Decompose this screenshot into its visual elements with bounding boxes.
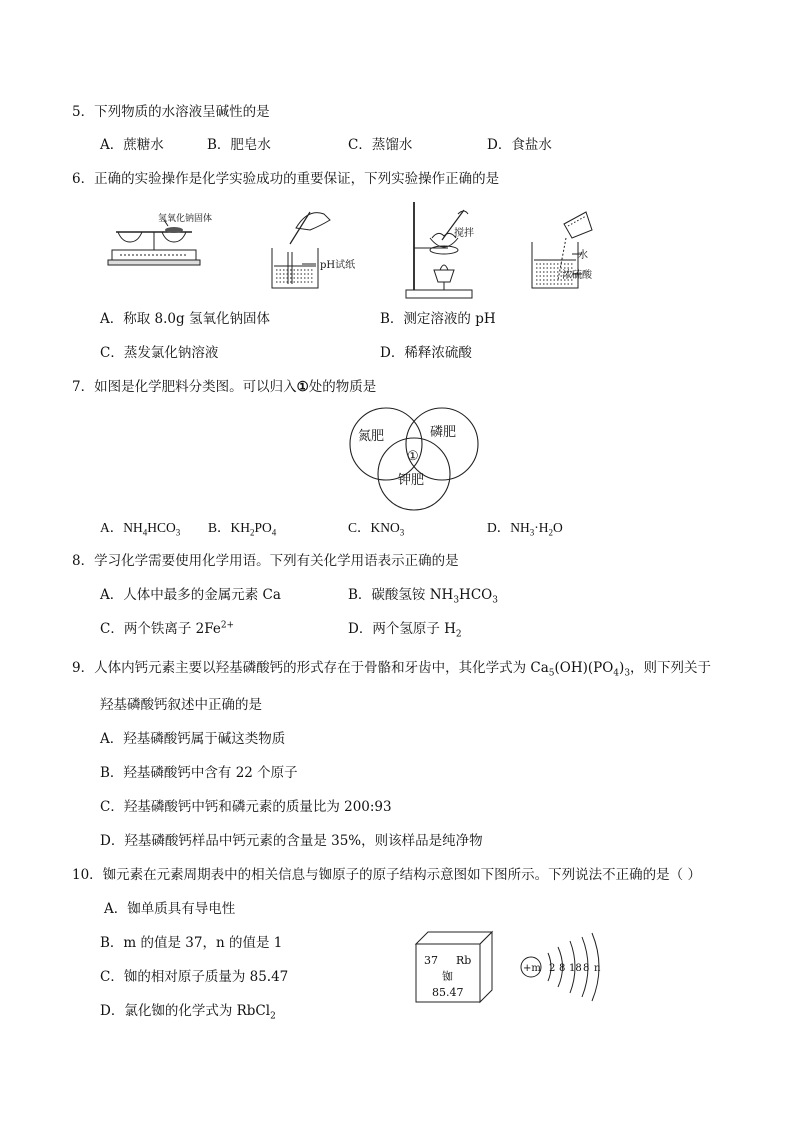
- q7-marker: ①: [296, 379, 309, 395]
- q5-option-a: A．蔗糖水: [100, 137, 164, 153]
- q5-option-b: B．肥皂水: [207, 137, 271, 153]
- shell-3-electrons: 18: [569, 963, 582, 974]
- water-label: 水: [578, 250, 588, 261]
- q9-option-a: A．羟基磷酸钙属于碱这类物质: [100, 731, 286, 747]
- q7-option-b: B．$KH_2PO_4$: [208, 520, 277, 538]
- q7-option-c: C．$KNO_3$: [348, 520, 405, 538]
- center-region-label: ①: [407, 449, 419, 464]
- shell-1-electrons: 2: [549, 963, 556, 974]
- q10-option-b: B．m 的值是 37，n 的值是 1: [100, 935, 283, 951]
- fertilizer-venn-diagram: [344, 404, 484, 510]
- atomic-mass: 85.47: [432, 986, 464, 999]
- ph-paper-label: pH试纸: [320, 260, 356, 271]
- q9-option-d: D．羟基磷酸钙样品中钙元素的含量是 35%，则该样品是纯净物: [100, 833, 483, 849]
- q8-option-d: D．两个氢原子 $H_2$: [348, 621, 462, 640]
- element-name: 铷: [442, 970, 453, 983]
- balance-label: 氢氧化钠固体: [158, 214, 213, 224]
- q10-option-c: C．铷的相对原子质量为 85.47: [100, 969, 289, 985]
- q8-option-a: A．人体中最多的金属元素 Ca: [100, 587, 281, 603]
- shell-2-electrons: 8: [559, 963, 566, 974]
- q9-stem: 9．人体内钙元素主要以羟基磷酸钙的形式存在于骨骼和牙齿中，其化学式为 $Ca_5(OH)(PO_4)_3$，则下列关于: [72, 660, 712, 679]
- q10-stem: 10．铷元素在元素周期表中的相关信息与铷原子的原子结构示意图如下图所示。下列说法不正确的是（ ）: [72, 867, 701, 883]
- acid-label: 浓硫酸: [562, 270, 592, 281]
- q9-stem-line2: 羟基磷酸钙叙述中正确的是: [100, 697, 262, 713]
- rubidium-atom-structure: [516, 930, 616, 1020]
- q6-stem: 6．正确的实验操作是化学实验成功的重要保证，下列实验操作正确的是: [72, 171, 500, 187]
- stir-label: 搅拌: [454, 228, 474, 239]
- q10-option-d: D．氯化铷的化学式为 RbCl$_2$: [100, 1003, 276, 1022]
- evaporation-figure: [402, 198, 486, 302]
- q7-stem-after: 处的物质是: [308, 379, 377, 395]
- q10-option-a: A．铷单质具有导电性: [104, 901, 236, 917]
- shell-5-electrons: n: [594, 963, 601, 974]
- q6-option-a: A．称取 8.0g 氢氧化钠固体: [100, 311, 270, 327]
- q5-option-d: D．食盐水: [487, 137, 552, 153]
- q8-stem: 8．学习化学需要使用化学用语。下列有关化学用语表示正确的是: [72, 553, 459, 569]
- balance-figure: [100, 212, 213, 272]
- q8-option-c: C．两个铁离子 $2Fe^{2+}$: [100, 620, 235, 637]
- q7-stem-before: 7．如图是化学肥料分类图。可以归入: [72, 379, 297, 395]
- q6-option-c: C．蒸发氯化钠溶液: [100, 345, 219, 361]
- ph-test-figure: [268, 208, 368, 294]
- element-symbol: Rb: [456, 954, 472, 967]
- nitrogen-fertilizer-label: 氮肥: [358, 429, 385, 444]
- dilution-figure: [528, 208, 628, 294]
- rubidium-element-cell: [414, 930, 494, 1004]
- q5-stem: 5．下列物质的水溶液呈碱性的是: [72, 104, 270, 120]
- atomic-number: 37: [424, 954, 438, 967]
- nucleus-charge: +m: [523, 963, 541, 974]
- q6-option-d: D．稀释浓硫酸: [380, 345, 472, 361]
- q7-stem: [72, 381, 376, 395]
- q8-option-b: B．碳酸氢铵 $NH_3HCO_3$: [348, 587, 498, 606]
- potash-fertilizer-label: 钾肥: [398, 473, 425, 488]
- phosphate-fertilizer-label: 磷肥: [430, 425, 457, 440]
- q9-option-b: B．羟基磷酸钙中含有 22 个原子: [100, 765, 298, 781]
- q5-option-c: C．蒸馏水: [348, 137, 413, 153]
- q6-option-b: B．测定溶液的 pH: [380, 311, 496, 327]
- q9-option-c: C．羟基磷酸钙中钙和磷元素的质量比为 200:93: [100, 799, 392, 815]
- q7-option-d: D．$NH_3\cdot H_2O$: [487, 520, 563, 538]
- q7-option-a: A．$NH_4HCO_3$: [100, 520, 181, 538]
- shell-4-electrons: 8: [583, 963, 590, 974]
